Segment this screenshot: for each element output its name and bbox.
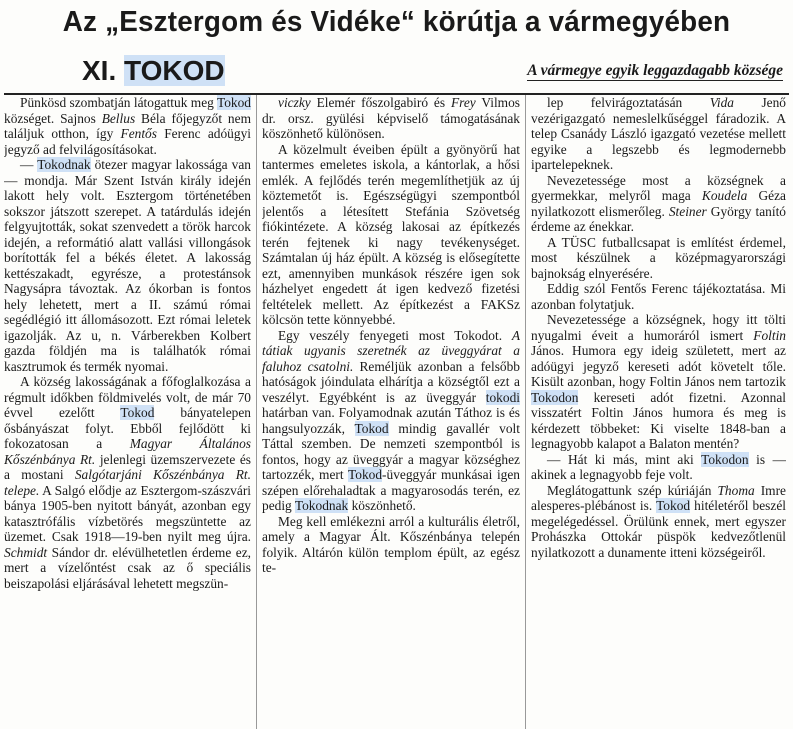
italic-text: Vida bbox=[709, 95, 734, 110]
text-run: Vilmos dr. orsz. gyülési képviselő támogatásának köszönhető különösen. bbox=[262, 95, 520, 141]
text-run: Elemér főszolgabiró és bbox=[310, 95, 451, 110]
text-run: is — akinek a legnagyobb feje volt. bbox=[531, 451, 786, 482]
paragraph bbox=[531, 95, 786, 173]
text-run: jelenlegi üzemszervezete és a mostani bbox=[4, 451, 251, 482]
italic-text: Koudela bbox=[701, 188, 748, 203]
text-run: kereseti adót fizetni. Azonnal visszatért Foltin János humora és meg is kérdezett többeket: Ki viselte 1848-ban a legnagyobb kalapot a Balaton mentén? bbox=[531, 389, 786, 451]
section-place: TOKOD bbox=[124, 55, 225, 86]
paragraph bbox=[531, 235, 786, 282]
italic-text: Steiner bbox=[668, 203, 707, 219]
text-run: Sándor dr. elévülhetetlen érdeme ez, mert a vízelőntést csak az ő speciális beiszapolási eljárásával lehetett megszün- bbox=[4, 544, 251, 591]
text-run: Nevezetessége most a községnek a gyermekkar, melyről maga bbox=[531, 172, 786, 203]
highlighted-term: Tokodnak bbox=[294, 498, 349, 513]
paragraph bbox=[531, 281, 786, 312]
text-run: — Hát ki más, mint aki bbox=[547, 451, 702, 467]
italic-text: Foltin bbox=[753, 327, 786, 343]
text-run: Meg kell emlékezni arról a kulturális életről, amely a Magyar Ált. Kőszénbánya telepén folyik. Altárón külön templom épült, az egész te- bbox=[262, 513, 520, 575]
text-run: Egy veszély fenyegeti most Tokodot. bbox=[278, 327, 512, 343]
text-run: — bbox=[20, 157, 38, 172]
text-run: Jenő vezérigazgató nemeslelkűséggel fáradozik. A telep Csanády László igazgató vezetése mellett egyike a legszebb és legmodernebb ipartelepeknek. bbox=[531, 95, 786, 172]
highlighted-term: Tokodnak bbox=[37, 157, 91, 172]
text-run: mindig gavallér volt Táttal szemben. De nemzeti szempontból is fontos, hogy az üveggyár a magyar községhez tartozzék, mert bbox=[262, 420, 520, 482]
highlighted-term: tokodi bbox=[485, 389, 520, 405]
italic-text: Magyar Általános Kőszénbánya Rt. bbox=[4, 436, 251, 467]
column-divider bbox=[525, 95, 526, 729]
text-run: Reméljük azonban a felsőbb hatóságok jóindulata elhárítja a községtől ezt a veszélyt. Egyébként is az üveggyár bbox=[262, 358, 520, 405]
highlighted-term: Tokod bbox=[120, 405, 155, 420]
text-run: János. Humora egy ideig született, mert az adóügyi jegyző kereseti adót követelt tőle. Kisült azonban, hogy Foltin János nem tartozik bbox=[531, 343, 786, 389]
text-run: Imre alesperes-plébánost is. bbox=[531, 482, 786, 513]
italic-text: Fentős bbox=[120, 126, 157, 141]
text-run: Béla főjegyzőt nem találjuk otthon, így bbox=[4, 110, 251, 141]
highlighted-term: Tokod bbox=[348, 467, 383, 482]
italic-text: Schmidt bbox=[4, 544, 48, 560]
italic-text: Thoma bbox=[717, 482, 755, 498]
highlighted-term: Tokodon bbox=[531, 389, 579, 405]
text-run: köszönhető. bbox=[348, 498, 416, 513]
paragraph bbox=[531, 173, 786, 235]
italic-text: A tátiak ugyanis szeretnék az üveggyárat a faluhoz csatolni. bbox=[262, 327, 520, 374]
text-run: lep felvirágoztatásán bbox=[547, 95, 710, 110]
text-run: A közelmult éveiben épült a gyönyörű hat tantermes emeletes iskola, a kántorlak, a hősi emlék. A fejlődés terén megemlíthetjük az új köztemetőt is. Egészségügyi szempontból jelentős a létesített Stefánia Szövetség fiókintézete. A község lakosai az építkezés terén fejtenek ki nagy tevékenységet. Számtalan új ház épült. A község is elősegítette ezt, amennyiben munkások részére igen sok házhelyet engedett át igen kedvező fizetési feltételek mellett. Az építkezést a FAKSz kölcsön tette könnyebbé. bbox=[262, 141, 520, 327]
text-run: György tanító érdeme az énekkar. bbox=[531, 203, 786, 234]
subtitle: A vármegye egyik leggazdagabb községe bbox=[527, 62, 783, 79]
article-column-3 bbox=[531, 95, 786, 729]
section-number: XI. bbox=[82, 55, 117, 86]
column-divider bbox=[256, 95, 257, 729]
text-run: községet. Sajnos bbox=[4, 110, 102, 126]
article-column-1 bbox=[4, 95, 251, 729]
paragraph bbox=[531, 452, 786, 483]
text-run: bányatelepen ősbányászat folyt. Ebből fejlődött ki fokozatosan a bbox=[4, 405, 251, 451]
highlighted-term: Tokod bbox=[216, 95, 251, 110]
text-run: határban van. Folyamodnak azután Táthoz is és hangsulyozzák, bbox=[262, 405, 520, 436]
article-column-2 bbox=[262, 95, 520, 729]
highlighted-term: Tokod bbox=[656, 498, 691, 513]
italic-text: Bellus bbox=[101, 110, 136, 126]
headline: Az „Esztergom és Vidéke“ körútja a vármegyében bbox=[62, 6, 731, 38]
text-run: Ferenc adóügyi jegyző ad felvilágosításokat. bbox=[4, 126, 251, 157]
italic-text: Salgótarjáni Kőszénbánya Rt. telepe. bbox=[4, 467, 251, 498]
text-run: Géza nyilatkozott elismerőleg. bbox=[531, 188, 786, 219]
text-run: ötezer magyar lakossága van — mondja. Már Szent István király idején lakott hely volt. Esztergom történetében sokszor játszott szerepet. A tatárdulás idején felgyujtották, sokat szenvedett a török harcok idején, a reformátió alatt vallási villongások borították fel a békés életet. A lakosság kettészakadt, egyrésze, a protestánsok Nagysápra távoztak. Az ókorban is fontos hely lehetett, mert a II. számú római segédlégió itt állomásozott. Ezt római leletek igazolják. Az u, n. Várberekben Kolbert gazda földjén ma is találhatók római kasztrumok és termék nyomai. bbox=[4, 157, 251, 374]
paragraph bbox=[531, 483, 786, 561]
text-run: A község lakosságának a főfoglalkozása a régmult időkben földmivelés volt, de már 70 évvel ezelőtt bbox=[4, 374, 251, 420]
text-run: Eddig szól Fentős Ferenc tájékoztatása. Mi azonban folytatjuk. bbox=[531, 281, 786, 312]
paragraph bbox=[262, 328, 520, 514]
text-run: Nevezetessége a községnek, hogy itt tölti nyugalmi éveit a humoráról ismert bbox=[531, 312, 786, 343]
paragraph bbox=[262, 95, 520, 142]
text-run: A Salgó elődje az Esztergom-szászvári bánya 1905-ben nyitott bányát, azonban egy katasztrófális vízbetörés megszüntette az üzemet. Csak 1918—19-ben nyilt meg újra. bbox=[4, 482, 251, 544]
italic-text: Frey bbox=[450, 95, 476, 110]
text-run: Pünkösd szombatján látogattuk meg bbox=[20, 95, 217, 110]
text-run: -üveggyár munkásai igen szépen előrehaladtak a magyarosodás terén, ez pedig bbox=[262, 467, 520, 513]
section-title bbox=[82, 55, 225, 87]
text-run: A TÜSC futballcsapat is említést érdemel, most készülnek a középmagyarországi bajnokság elnyerésére. bbox=[531, 234, 786, 281]
paragraph bbox=[531, 312, 786, 452]
highlighted-term: Tokod bbox=[354, 420, 389, 436]
text-run: hitéletéről beszél megelégedéssel. Örülünk ennek, mert egyszer Prohászka Ottokár püspök kedvezőtlenül nyilatkozott a dunamente itteni községeiről. bbox=[531, 498, 786, 560]
paragraph bbox=[4, 374, 251, 591]
paragraph bbox=[262, 142, 520, 328]
italic-text: viczky bbox=[278, 95, 311, 110]
paragraph bbox=[4, 157, 251, 374]
paragraph bbox=[4, 95, 251, 157]
paragraph bbox=[262, 514, 520, 576]
text-run: Meglátogattunk szép kúriáján bbox=[547, 482, 718, 498]
highlighted-term: Tokodon bbox=[701, 451, 749, 467]
